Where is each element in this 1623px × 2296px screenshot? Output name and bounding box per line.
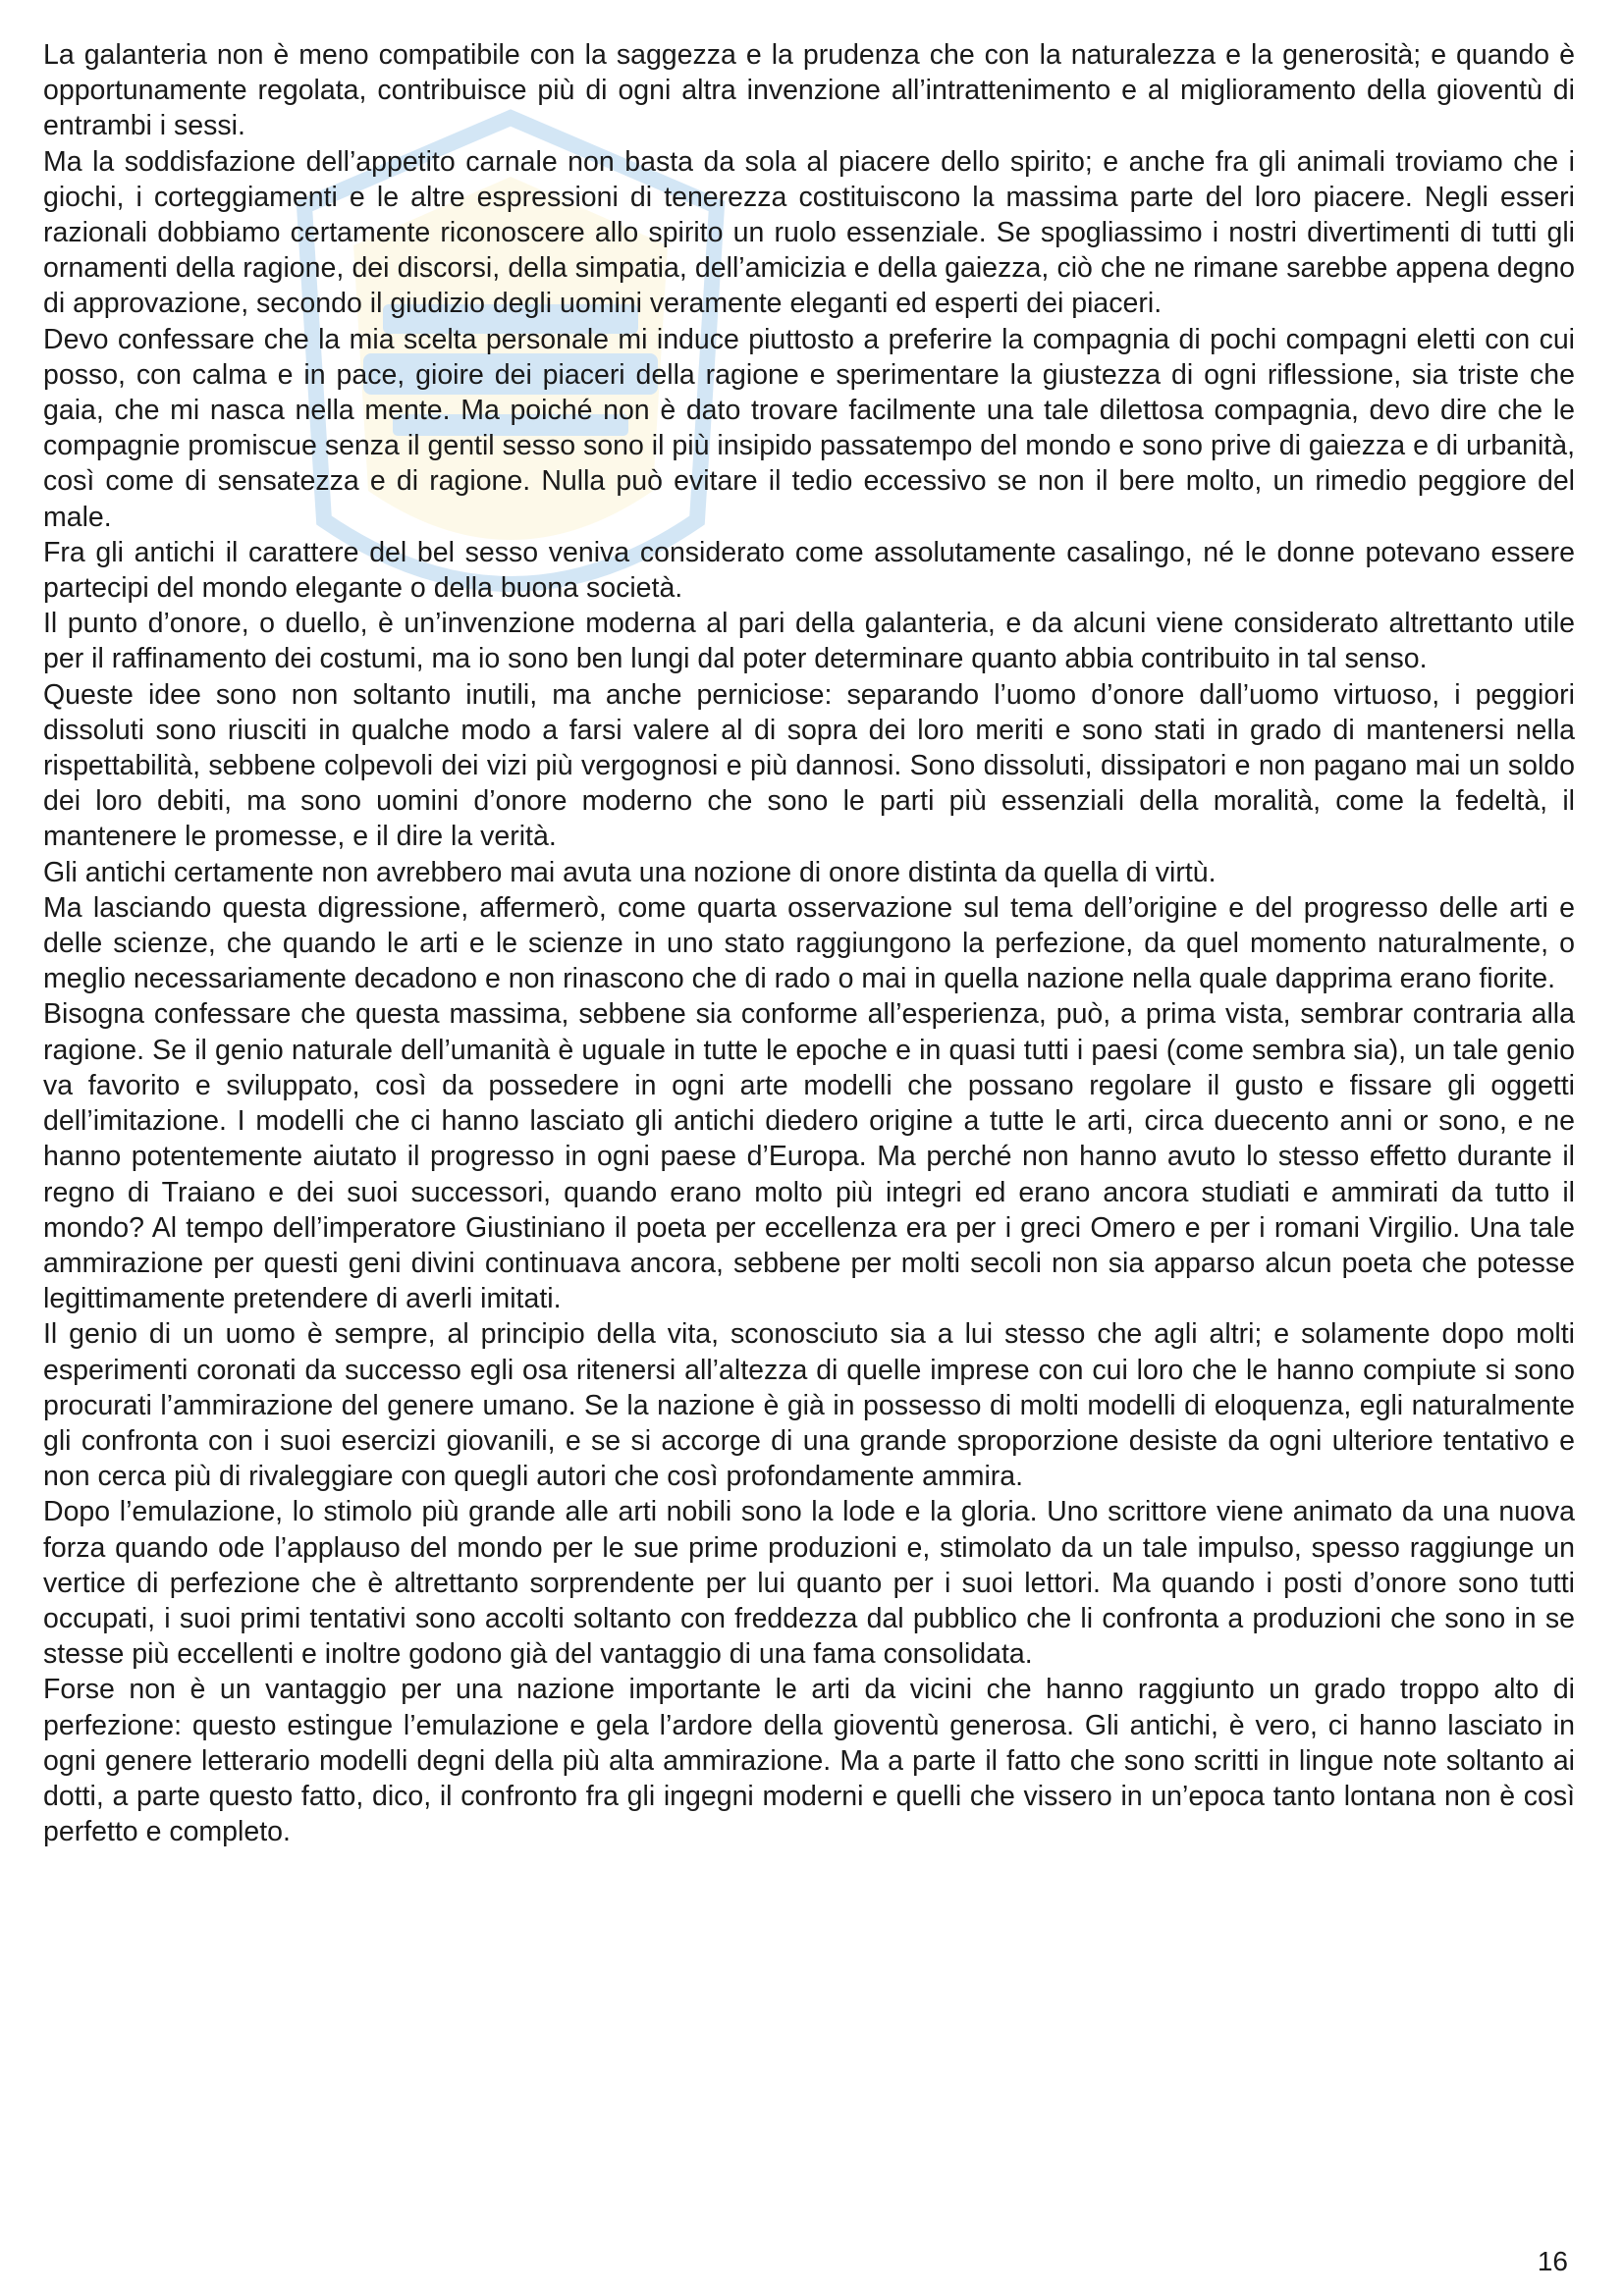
- paragraph: Il punto d’onore, o duello, è un’invenzione moderna al pari della galanteria, e da alcuni viene considerato altrettanto utile per il raffinamento dei costumi, ma io sono ben lungi dal poter determinare quanto abbia contribuito in tal senso.: [43, 608, 1575, 675]
- paragraph: Fra gli antichi il carattere del bel sesso veniva considerato come assolutamente casalingo, né le donne potevano essere partecipi del mondo elegante o della buona società.: [43, 536, 1575, 605]
- document-body: [43, 37, 1575, 1849]
- page-number: 16: [1537, 2246, 1568, 2276]
- paragraph: Il genio di un uomo è sempre, al principio della vita, sconosciuto sia a lui stesso che agli altri; e solamente dopo molti esperimenti coronati da successo egli osa ritenersi all’altezza di quelle imprese con cui loro che le hanno compiute si sono procurati l’ammirazione del genere umano. Se la nazione è già in possesso di molti modelli di eloquenza, egli naturalmente gli confronta con i suoi esercizi giovanili, e se si accorge di una grande sproporzione desiste da ogni ulteriore tentativo e non cerca più di rivaleggiare con quegli autori che così profondamente ammira.: [43, 1318, 1575, 1493]
- paragraph: La galanteria non è meno compatibile con la saggezza e la prudenza che con la naturalezza e la generosità; e quando è opportunamente regolata, contribuisce più di ogni altra invenzione all’intrattenimento e al miglioramento della gioventù di entrambi i sessi.: [43, 39, 1575, 142]
- paragraph: Forse non è un vantaggio per una nazione importante le arti da vicini che hanno raggiunto un grado troppo alto di perfezione: questo estingue l’emulazione e gela l’ardore della gioventù generosa. Gli antichi, è vero, ci hanno lasciato in ogni genere letterario modelli degni della più alta ammirazione. Ma a parte il fatto che sono scritti in lingue note soltanto ai dotti, a parte questo fatto, dico, il confronto fra gli ingegni moderni e quelli che vissero in un’epoca tanto lontana non è così perfetto e completo.: [43, 1674, 1575, 1848]
- paragraph: Ma la soddisfazione dell’appetito carnale non basta da sola al piacere dello spirito; e anche fra gli animali troviamo che i giochi, i corteggiamenti e le altre espressioni di tenerezza costituiscono la massima parte del loro piacere. Negli esseri razionali dobbiamo certamente riconoscere allo spirito un ruolo essenziale. Se spogliassimo i nostri divertimenti di tutti gli ornamenti della ragione, dei discorsi, della simpatia, dell’amicizia e della gaiezza, ciò che ne rimane sarebbe appena degno di approvazione, secondo il giudizio degli uomini veramente eleganti ed esperti dei piaceri.: [43, 145, 1575, 320]
- paragraph: Bisogna confessare che questa massima, sebbene sia conforme all’esperienza, può, a prima vista, sembrar contraria alla ragione. Se il genio naturale dell’umanità è uguale in tutte le epoche e in quasi tutti i paesi (come sembra sia), un tale genio va favorito e sviluppato, così da possedere in ogni arte modelli che possano regolare il gusto e fissare gli oggetti dell’imitazione. I modelli che ci hanno lasciato gli antichi diedero origine a tutte le arti, circa duecento anni or sono, e ne hanno potentemente aiutato il progresso in ogni paese d’Europa. Ma perché non hanno avuto lo stesso effetto durante il regno di Traiano e dei suoi successori, quando erano molto più integri ed erano ancora studiati e ammirati da tutto il mondo? Al tempo dell’imperatore Giustiniano il poeta per eccellenza era per i greci Omero e per i romani Virgilio. Una tale ammirazione per questi geni divini continuava ancora, sebbene per molti secoli non sia apparso alcun poeta che potesse legittimamente pretendere di averli imitati.: [43, 998, 1575, 1315]
- paragraph: Dopo l’emulazione, lo stimolo più grande alle arti nobili sono la lode e la gloria. Uno scrittore viene animato da una nuova forza quando ode l’applauso del mondo per le sue prime produzioni e, stimolato da un tale impulso, spesso raggiunge un vertice di perfezione che è altrettanto sorprendente per lui quanto per i suoi lettori. Ma quando i posti d’onore sono tutti occupati, i suoi primi tentativi sono accolti soltanto con freddezza dal pubblico che li confronta a produzioni che sono in se stesse più eccellenti e inoltre godono già del vantaggio di una fama consolidata.: [43, 1496, 1575, 1671]
- paragraph: Ma lasciando questa digressione, affermerò, come quarta osservazione sul tema dell’origine e del progresso delle arti e delle scienze, che quando le arti e le scienze in uno stato raggiungono la perfezione, da quel momento naturalmente, o meglio necessariamente decadono e non rinascono che di rado o mai in quella nazione nella quale dapprima erano fiorite.: [43, 891, 1575, 995]
- paragraph: Queste idee sono non soltanto inutili, ma anche perniciose: separando l’uomo d’onore dall’uomo virtuoso, i peggiori dissoluti sono riusciti in qualche modo a farsi valere al di sopra dei loro meriti e sono stati in grado di mantenersi nella rispettabilità, sebbene colpevoli dei vizi più vergognosi e più dannosi. Sono dissoluti, dissipatori e non pagano mai un soldo dei loro debiti, ma sono uomini d’onore moderno che sono le parti più essenziali della moralità, come la fedeltà, il mantenere le promesse, e il dire la verità.: [43, 678, 1575, 853]
- paragraph: Devo confessare che la mia scelta personale mi induce piuttosto a preferire la compagnia di pochi compagni eletti con cui posso, con calma e in pace, gioire dei piaceri della ragione e sperimentare la giustezza di ogni riflessione, sia triste che gaia, che mi nasca nella mente. Ma poiché non è dato trovare facilmente una tale dilettosa compagnia, devo dire che le compagnie promiscue senza il gentil sesso sono il più insipido passatempo del mondo e sono prive di gaiezza e di urbanità, così come di sensatezza e di ragione. Nulla può evitare il tedio eccessivo se non il bere molto, un rimedio peggiore del male.: [43, 323, 1575, 533]
- paragraph: Gli antichi certamente non avrebbero mai avuta una nozione di onore distinta da quella di virtù.: [43, 856, 1217, 888]
